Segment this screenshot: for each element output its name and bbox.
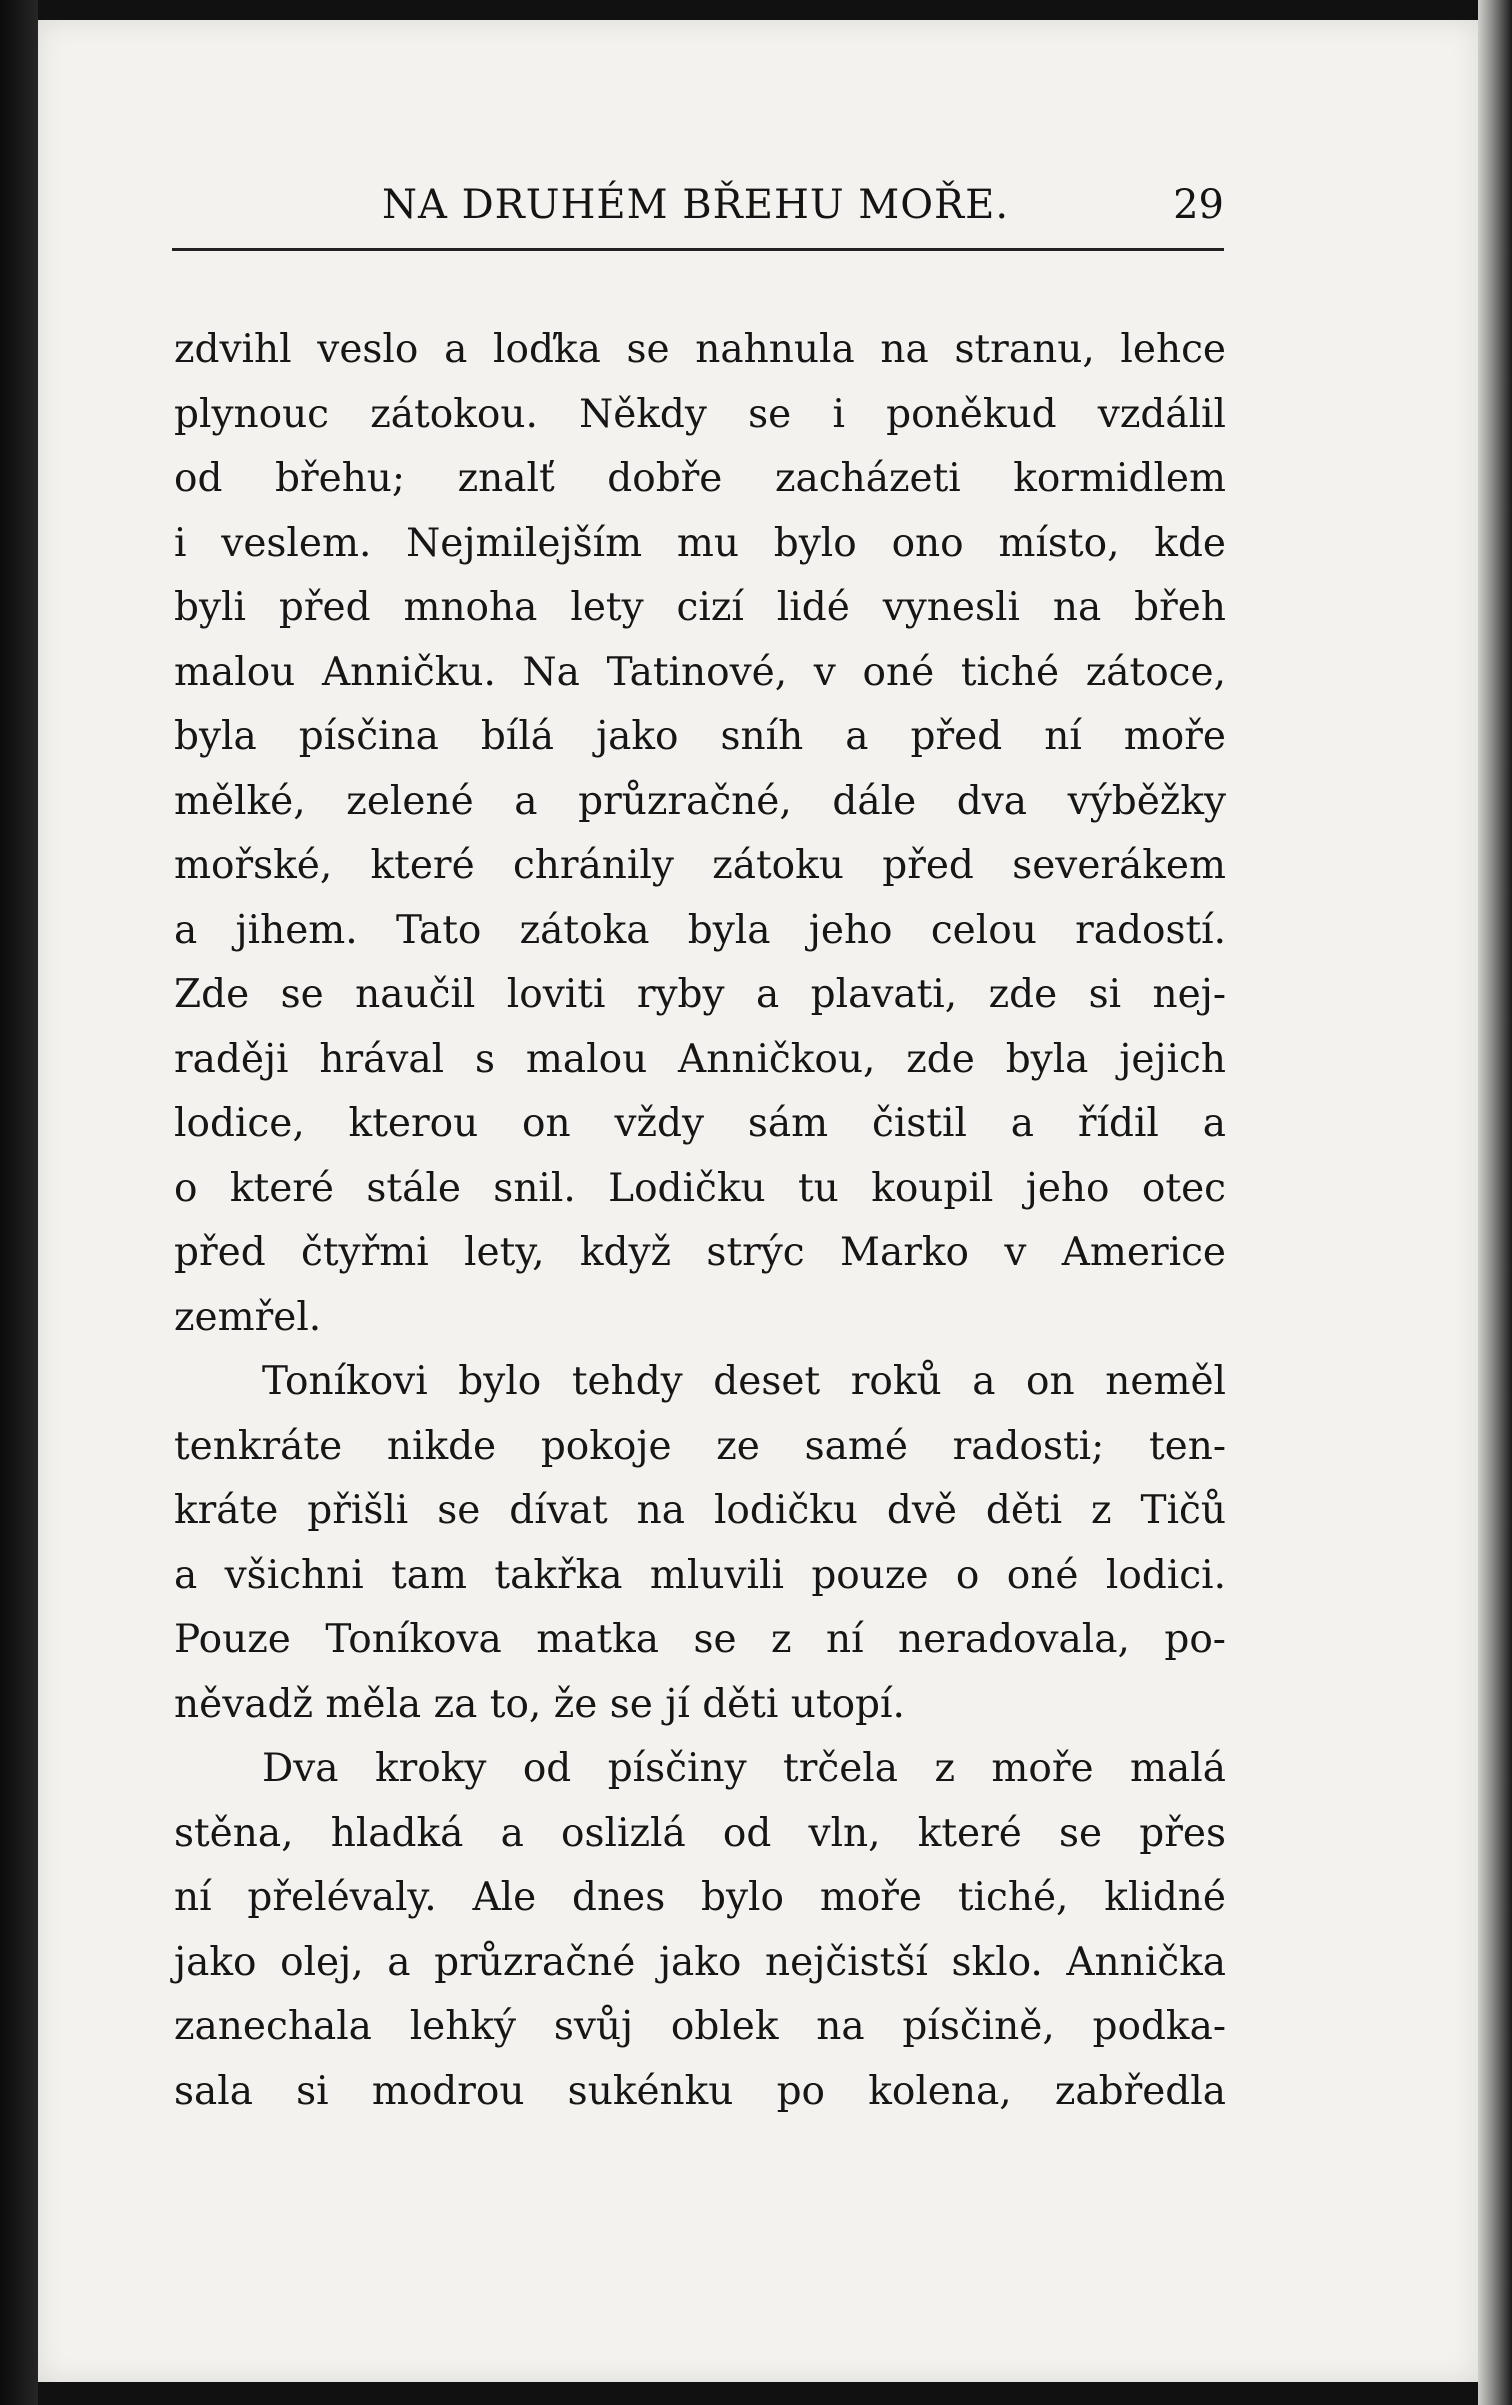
text-line: Pouze Toníkova matka se z ní neradovala, po- <box>174 1617 1226 1662</box>
text-line: kráte přišli se dívat na lodičku dvě děti z Tičů <box>174 1488 1226 1533</box>
text-line: zdvihl veslo a loďka se nahnula na stranu, lehce <box>174 327 1226 372</box>
paragraph-end-line: něvadž měla za to, že se jí děti utopí. <box>174 1681 905 1727</box>
text-line: lodice, kterou on vždy sám čistil a řídil a <box>174 1101 1226 1146</box>
text-line: zanechala lehký svůj oblek na písčině, podka- <box>174 2004 1226 2049</box>
text-line: tenkráte nikde pokoje ze samé radosti; ten- <box>174 1423 1226 1469</box>
text-line: před čtyřmi lety, když strýc Marko v Americe <box>174 1230 1226 1275</box>
text-line: ní přelévaly. Ale dnes bylo moře tiché, klidné <box>174 1875 1226 1920</box>
page-number: 29 <box>1173 182 1224 228</box>
text-line: a všichni tam takřka mluvili pouze o oné lodici. <box>174 1552 1226 1598</box>
running-title: NA DRUHÉM BŘEHU MOŘE. <box>382 182 1010 228</box>
text-line: raději hrával s malou Anničkou, zde byla jejich <box>174 1036 1226 1082</box>
text-line: a jihem. Tato zátoka byla jeho celou radostí. <box>174 907 1226 953</box>
scan-right-edge <box>1478 0 1512 2405</box>
body-text <box>174 318 1226 2124</box>
paragraph-start-line: Dva kroky od písčiny trčela z moře malá <box>262 1746 1226 1791</box>
text-line: malou Anničku. Na Tatinové, v oné tiché zátoce, <box>174 649 1226 695</box>
text-line: plynouc zátokou. Někdy se i poněkud vzdálil <box>174 391 1226 437</box>
running-header <box>172 182 1224 238</box>
text-line: mělké, zelené a průzračné, dále dva výběžky <box>174 778 1226 824</box>
paragraph-end-line: zemřel. <box>174 1294 322 1340</box>
scan-left-edge <box>0 0 38 2405</box>
text-line: byla písčina bílá jako sníh a před ní moře <box>174 714 1226 759</box>
text-line: stěna, hladká a oslizlá od vln, které se přes <box>174 1810 1226 1856</box>
text-line: sala si modrou sukénku po kolena, zabředla <box>174 2068 1226 2114</box>
text-line: mořské, které chránily zátoku před severákem <box>174 843 1226 888</box>
header-rule <box>172 248 1224 251</box>
paragraph-start-line: Toníkovi bylo tehdy deset roků a on neměl <box>262 1359 1226 1404</box>
text-line: byli před mnoha lety cizí lidé vynesli na břeh <box>174 585 1226 630</box>
text-line: jako olej, a průzračné jako nejčistší sklo. Annička <box>174 1939 1226 1985</box>
text-line: i veslem. Nejmilejším mu bylo ono místo, kde <box>174 520 1226 566</box>
text-line: od břehu; znalť dobře zacházeti kormidlem <box>174 456 1226 501</box>
text-line: Zde se naučil loviti ryby a plavati, zde si nej- <box>174 972 1226 1017</box>
text-line: o které stále snil. Lodičku tu koupil jeho otec <box>174 1165 1226 1211</box>
